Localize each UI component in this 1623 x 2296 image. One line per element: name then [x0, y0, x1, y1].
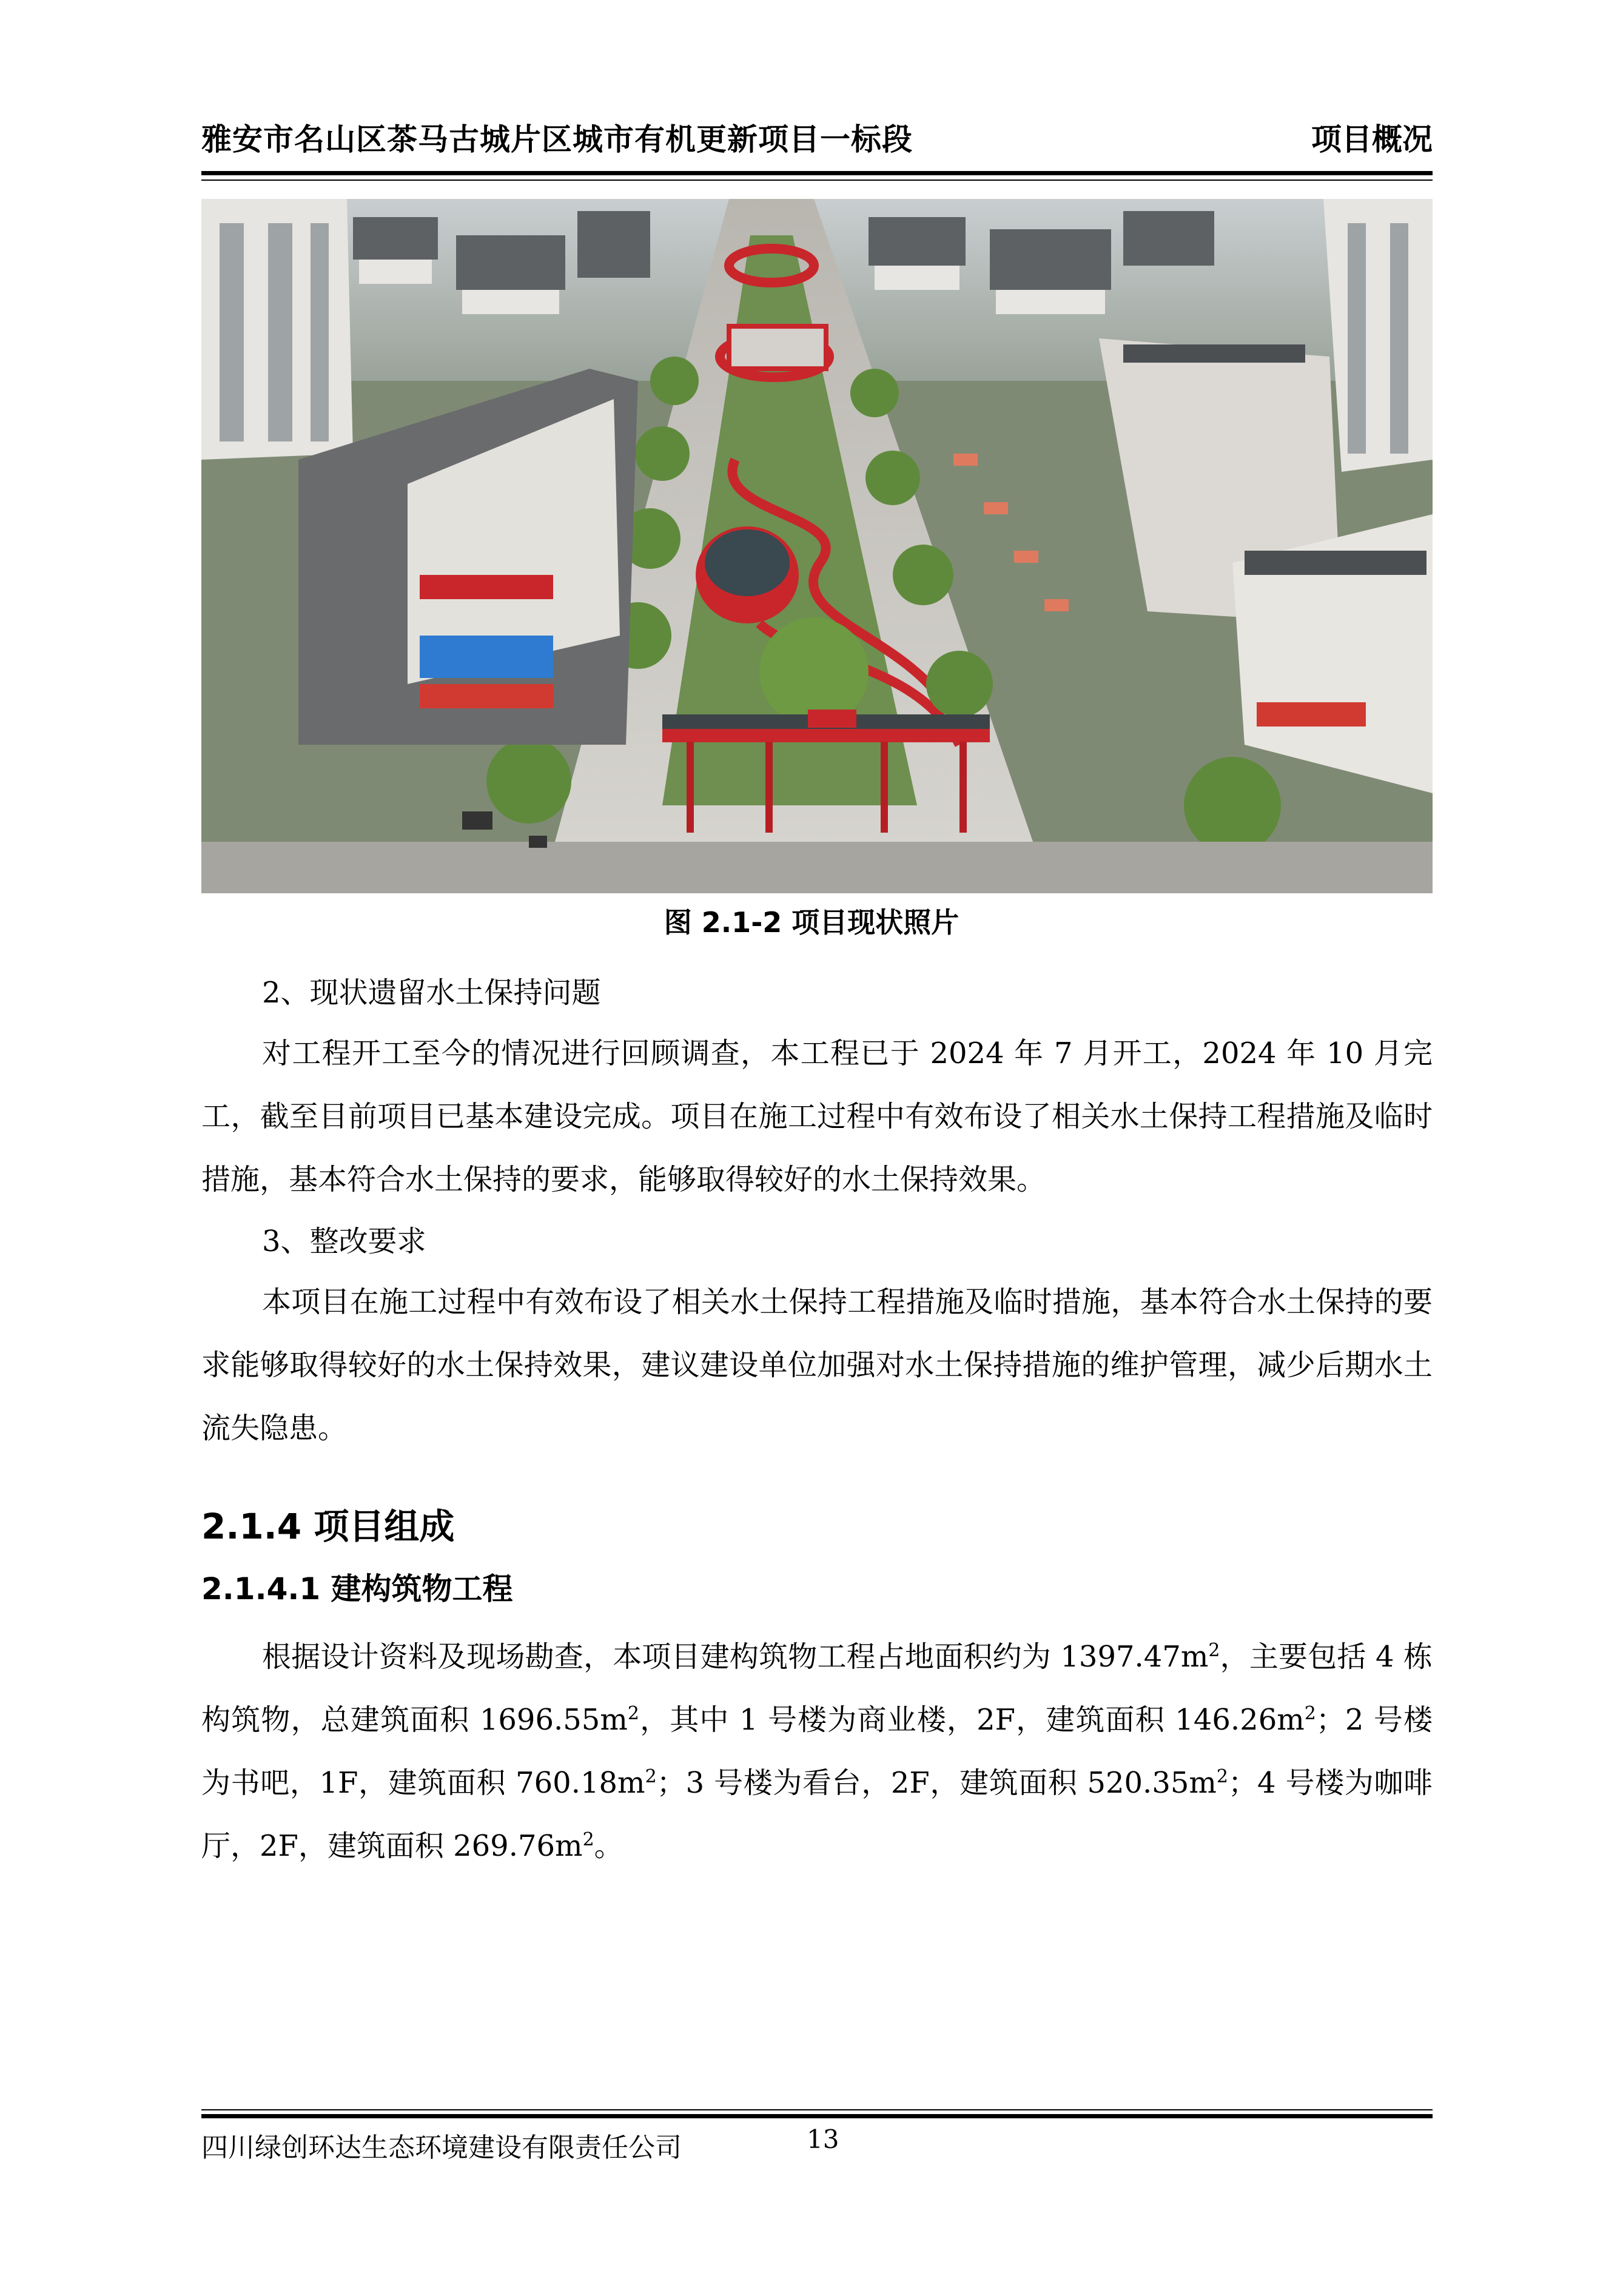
footer-company: 四川绿创环达生态环境建设有限责任公司 [201, 2132, 682, 2163]
section-heading-2-1-4: 2.1.4 项目组成 [201, 1506, 455, 1547]
composition-text-2: ，主要包括 4 栋构筑物，总建筑面积 1696.55m [201, 1640, 1433, 1737]
composition-text-4: ；2 号楼为书吧，1F，建筑面积 760.18m [201, 1703, 1433, 1800]
footer-rule [201, 2114, 1433, 2118]
superscript: 2 [627, 1703, 639, 1724]
header-rule-thin [201, 180, 1433, 181]
superscript: 2 [645, 1766, 657, 1787]
superscript: 2 [1208, 1640, 1220, 1661]
item2-heading: 2、现状遗留水土保持问题 [262, 976, 601, 1010]
composition-text-3: ，其中 1 号楼为商业楼，2F，建筑面积 146.26m [639, 1703, 1305, 1737]
item3-paragraph: 本项目在施工过程中有效布设了相关水土保持工程措施及临时措施，基本符合水土保持的要求能够取得较好的水土保持效果，建议建设单位加强对水土保持措施的维护管理，减少后期水土流失隐患。 [201, 1285, 1433, 1445]
item2-paragraph: 对工程开工至今的情况进行回顾调查，本工程已于 2024 年 7 月开工，2024 年 10 月完工，截至目前项目已基本建设完成。项目在施工过程中有效布设了相关水土保持工程措施及临时措施，基本符合水土保持的要求，能够取得较好的水土保持效果。 [201, 1036, 1433, 1197]
aerial-street-photo [201, 199, 1433, 893]
item3-heading: 3、整改要求 [262, 1224, 426, 1258]
superscript: 2 [1304, 1703, 1316, 1724]
composition-text-5: ；3 号楼为看台，2F，建筑面积 520.35m [656, 1766, 1217, 1800]
superscript: 2 [582, 1829, 594, 1850]
document-title: 雅安市名山区茶马古城片区城市有机更新项目一标段 [201, 122, 913, 157]
page-number: 13 [807, 2124, 839, 2154]
superscript: 2 [1216, 1766, 1229, 1787]
footer-rule-thin [201, 2109, 1433, 2110]
composition-text-1: 根据设计资料及现场勘查，本项目建构筑物工程占地面积约为 1397.47m [262, 1640, 1209, 1674]
composition-text-6: ；4 号楼为咖啡厅，2F，建筑面积 269.76m [201, 1766, 1433, 1863]
composition-text-7: 。 [594, 1829, 623, 1863]
section-heading-2-1-4-1: 2.1.4.1 建构筑物工程 [201, 1571, 513, 1606]
figure-caption: 图 2.1-2 项目现状照片 [664, 906, 959, 939]
header-rule [201, 171, 1433, 175]
composition-paragraph [201, 1625, 1433, 1878]
page-header [201, 115, 1433, 164]
section-name: 项目概况 [1311, 122, 1433, 157]
